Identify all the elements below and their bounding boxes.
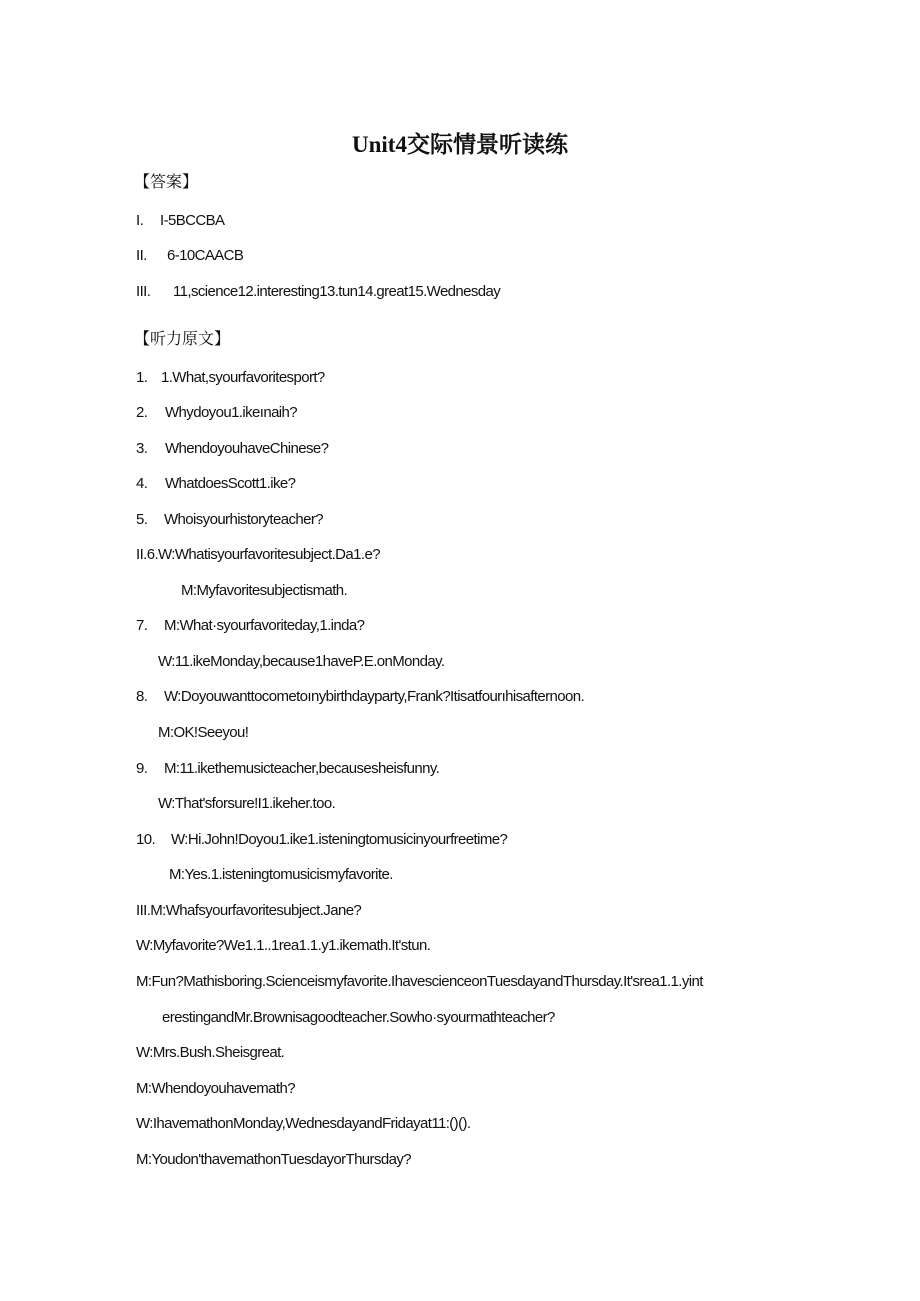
- line-text: erestingandMr.Brownisagoodteacher.Sowho·syourmathteacher?: [162, 1009, 555, 1026]
- line-text: W:Hi.John!Doyou1.ike1.isteningtomusicinyourfreetime?: [171, 831, 508, 848]
- line-number: 7.: [136, 617, 148, 634]
- line-number: 3.: [136, 440, 148, 457]
- line-text: M:Youdon'thavemathonTuesdayorThursday?: [136, 1151, 411, 1168]
- line-number: 5.: [136, 511, 148, 528]
- line-number: 8.: [136, 688, 148, 705]
- answer-text: I-5BCCBA: [160, 212, 225, 229]
- line-text: W:11.ikeMonday,because1haveP.E.onMonday.: [158, 653, 445, 670]
- answer-number: III.: [136, 283, 151, 300]
- line-text: Whydoyou1.ikeınaih?: [165, 404, 298, 421]
- transcript-line: [136, 973, 703, 991]
- transcript-line: [136, 1044, 284, 1062]
- line-text: Whoisyourhistoryteacher?: [164, 511, 324, 528]
- transcript-line: [136, 369, 325, 387]
- line-number: 1.: [136, 369, 148, 386]
- line-text: M:Yes.1.isteningtomusicismyfavorite.: [169, 866, 393, 883]
- line-text: 1.What,syourfavoritesport?: [161, 369, 325, 386]
- transcript-line: [158, 653, 444, 671]
- transcript-line: [136, 1115, 470, 1133]
- line-text: M:Fun?Mathisboring.Scienceismyfavorite.IhavescienceonTuesdayandThursday.It'srea1.1.yint: [136, 973, 703, 990]
- transcript-line: [136, 511, 323, 529]
- line-number: 10.: [136, 831, 156, 848]
- answer-item: [136, 247, 243, 265]
- transcript-line: [162, 1009, 555, 1027]
- line-text: M:What·syourfavoriteday,1.inda?: [164, 617, 365, 634]
- transcript-line: [158, 724, 248, 742]
- line-text: W:IhavemathonMonday,WednesdayandFridayat11:()().: [136, 1115, 471, 1132]
- line-text: WhendoyouhaveChinese?: [165, 440, 329, 457]
- document-title: Unit4交际情景听读练: [352, 132, 568, 157]
- transcript-line: [136, 440, 328, 458]
- answer-item: [136, 212, 224, 230]
- transcript-line: [181, 582, 347, 600]
- line-text: III.M:Whafsyourfavoritesubject.Jane?: [136, 902, 362, 919]
- transcript-line: [136, 617, 364, 635]
- line-text: W:Doyouwanttocometoınybirthdayparty,Frank?Itisatfourıhisafternoon.: [164, 688, 585, 705]
- transcript-line: [136, 404, 297, 422]
- transcript-line: [136, 902, 361, 920]
- transcript-line: [158, 795, 335, 813]
- line-text: M:OK!Seeyou!: [158, 724, 249, 741]
- answer-item: [136, 283, 500, 301]
- transcript-line: [136, 831, 507, 849]
- transcript-line: [169, 866, 393, 884]
- transcript-line: [136, 475, 295, 493]
- transcript-line: [136, 760, 439, 778]
- line-text: M:Myfavoritesubjectismath.: [181, 582, 348, 599]
- line-number: 4.: [136, 475, 148, 492]
- answer-number: II.: [136, 247, 147, 264]
- transcript-heading: 【听力原文】: [134, 331, 231, 348]
- line-text: W:Myfavorite?We1.1..1rea1.1.y1.ikemath.It'stun.: [136, 937, 431, 954]
- answer-text: 6-10CAACB: [167, 247, 244, 264]
- line-number: 9.: [136, 760, 148, 777]
- line-text: W:That'sforsure!I1.ikeher.too.: [158, 795, 336, 812]
- line-text: W:Mrs.Bush.Sheisgreat.: [136, 1044, 285, 1061]
- line-text: WhatdoesScott1.ike?: [165, 475, 296, 492]
- answer-number: I.: [136, 212, 144, 229]
- line-text: II.6.W:Whatisyourfavoritesubject.Da1.e?: [136, 546, 380, 563]
- transcript-line: [136, 937, 430, 955]
- line-text: M:11.ikethemusicteacher,becausesheisfunny.: [164, 760, 440, 777]
- transcript-line: [136, 688, 584, 706]
- line-number: 2.: [136, 404, 148, 421]
- line-text: M:Whendoyouhavemath?: [136, 1080, 295, 1097]
- answer-text: 11,science12.interesting13.tun14.great15.Wednesday: [173, 283, 501, 300]
- answers-heading: 【答案】: [134, 174, 199, 191]
- transcript-line: [136, 1080, 295, 1098]
- transcript-line: [136, 546, 380, 564]
- transcript-line: [136, 1151, 411, 1169]
